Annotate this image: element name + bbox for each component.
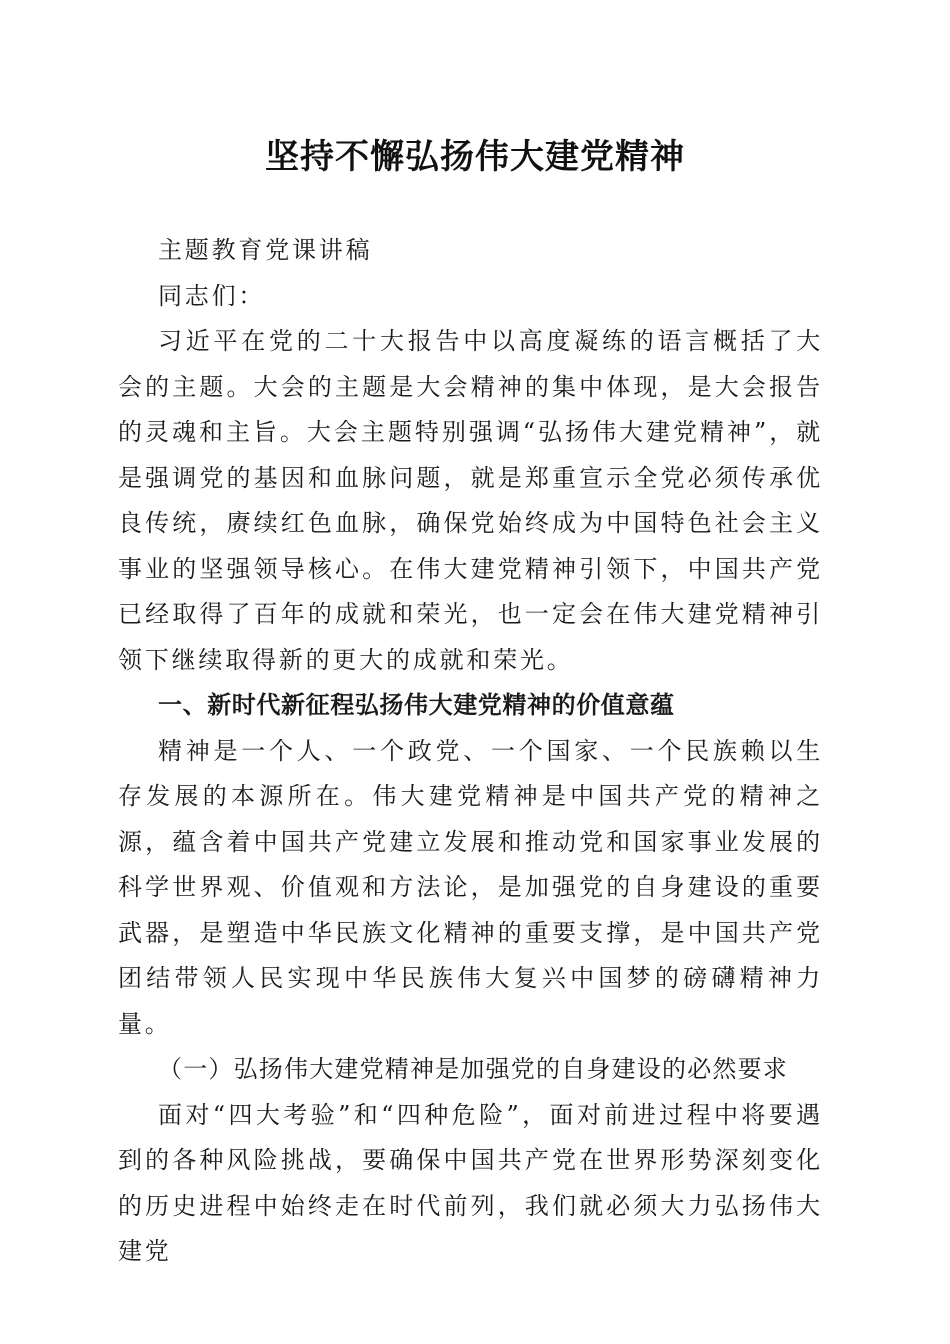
subsection-1-paragraph: 面对“四大考验”和“四种危险”，面对前进过程中将要遇到的各种风险挑战，要确保中国共产党在世界形势深刻变化的历史进程中始终走在时代前列，我们就必须大力弘扬伟大建党 [118, 1100, 823, 1265]
salutation: 同志们： [158, 281, 266, 310]
document-body [118, 228, 823, 1275]
document-subtitle: 主题教育党课讲稿 [158, 236, 373, 264]
subsection-1-heading: （一）弘扬伟大建党精神是加强党的自身建设的必然要求 [158, 1055, 788, 1083]
section-1-paragraph: 精神是一个人、一个政党、一个国家、一个民族赖以生存发展的本源所在。伟大建党精神是中国共产党的精神之源，蕴含着中国共产党建立发展和推动党和国家事业发展的科学世界观、价值观和方法论，是加强党的自身建设的重要武器，是塑造中华民族文化精神的重要支撑，是中国共产党团结带领人民实现中华民族伟大复兴中国梦的磅礴精神力量。 [118, 736, 823, 1038]
section-1-heading: 一、新时代新征程弘扬伟大建党精神的价值意蕴 [158, 691, 675, 719]
intro-paragraph: 习近平在党的二十大报告中以高度凝练的语言概括了大会的主题。大会的主题是大会精神的集中体现，是大会报告的灵魂和主旨。大会主题特别强调“弘扬伟大建党精神”，就是强调党的基因和血脉问题，就是郑重宣示全党必须传承优良传统，赓续红色血脉，确保党始终成为中国特色社会主义事业的坚强领导核心。在伟大建党精神引领下，中国共产党已经取得了百年的成就和荣光，也一定会在伟大建党精神引领下继续取得新的更大的成就和荣光。 [118, 327, 823, 674]
document-title: 坚持不懈弘扬伟大建党精神 [265, 137, 685, 177]
